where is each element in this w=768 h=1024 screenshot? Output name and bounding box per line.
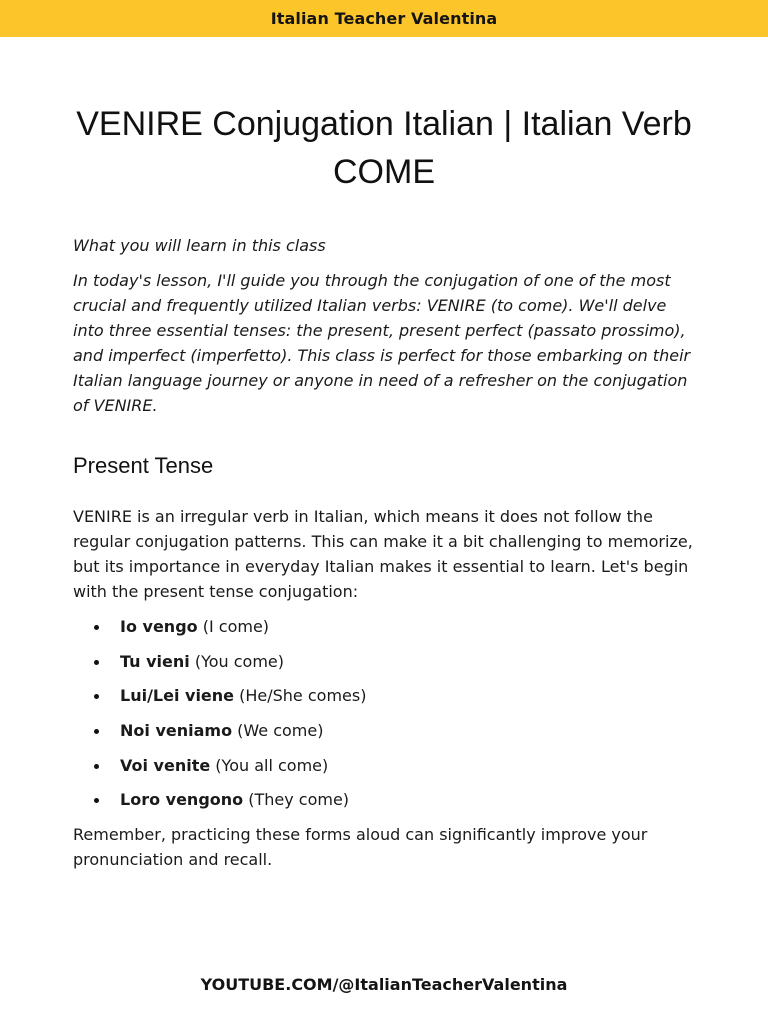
verb-translation: (I come) <box>197 617 270 636</box>
present-tense-intro: VENIRE is an irregular verb in Italian, which means it does not follow the regular conjugation patterns. This can make it a bit challenging to memorize, but its importance in everyday Italian makes it essential to learn. Let's begin with the present tense conjugation: <box>73 507 693 601</box>
banner-title: Italian Teacher Valentina <box>270 9 498 28</box>
closing-paragraph: Remember, practicing these forms aloud can significantly improve your pronunciation and recall. <box>73 825 648 870</box>
verb-form: Lui/Lei viene <box>120 686 235 706</box>
verb-translation: (You come) <box>189 651 285 671</box>
bullet-icon <box>94 625 99 630</box>
top-banner <box>0 0 768 37</box>
verb-translation: (We come) <box>232 721 324 741</box>
verb-translation: (You all come) <box>210 755 329 775</box>
conjugation-item <box>73 753 695 778</box>
article-body <box>73 233 695 872</box>
bullet-icon <box>94 764 99 769</box>
intro-paragraph: In today's lesson, I'll guide you through the conjugation of one of the most crucial and frequently utilized Italian verbs: VENIRE (to come). We'll delve into three essential tenses: the present, present perfect (passato prossimo), and imperfect (imperfetto). This class is perfect for those embarking on their Italian language journey or anyone in need of a refresher on the conjugation of VENIRE. <box>73 271 691 415</box>
verb-form: Io vengo <box>120 617 198 636</box>
conjugation-item <box>73 614 695 639</box>
intro-heading: What you will learn in this class <box>73 236 326 255</box>
bullet-icon <box>94 694 99 699</box>
section-heading-present-tense: Present Tense <box>73 453 214 478</box>
verb-translation: (They come) <box>243 790 350 810</box>
bullet-icon <box>94 729 99 734</box>
conjugation-item <box>73 649 695 674</box>
conjugation-item <box>73 718 695 743</box>
verb-form: Noi veniamo <box>120 721 233 741</box>
verb-translation: (He/She comes) <box>234 686 367 706</box>
verb-form: Voi venite <box>120 755 211 775</box>
verb-form: Loro vengono <box>120 790 244 810</box>
bullet-icon <box>94 660 99 665</box>
conjugation-item <box>73 683 695 708</box>
conjugation-item <box>73 787 695 812</box>
youtube-channel-link[interactable]: YOUTUBE.COM/@ItalianTeacherValentina <box>200 975 568 994</box>
conjugation-list <box>73 614 695 812</box>
page-title: VENIRE Conjugation Italian | Italian Verb COME <box>76 105 692 191</box>
bullet-icon <box>94 798 99 803</box>
verb-form: Tu vieni <box>120 651 190 671</box>
